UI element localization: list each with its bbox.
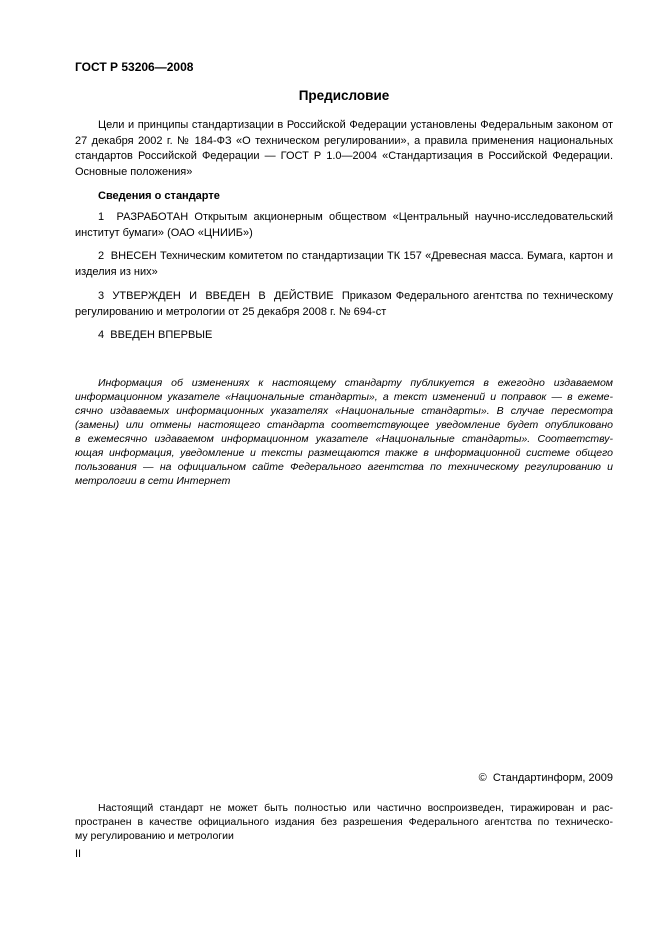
item-submitted <box>75 249 613 280</box>
text-line: Настоящий стандарт не может быть полностью или частично воспроизведен, тиражирован и рас- <box>98 802 613 814</box>
text-line: 2 ВНЕСЕН Техническим комитетом по стандартизации ТК 157 «Древесная масса. Бумага, картон и <box>98 250 613 262</box>
text-line: изделия из них» <box>75 265 158 278</box>
document-number: ГОСТ Р 53206—2008 <box>75 60 194 74</box>
changes-note <box>75 376 613 488</box>
text-line: Цели и принципы стандартизации в Российской Федерации установлены Федеральным законом от <box>98 119 613 131</box>
text-line: 4 ВВЕДЕН ВПЕРВЫЕ <box>98 329 213 341</box>
standard-info-heading: Сведения о стандарте <box>98 190 220 202</box>
item-first-introduced <box>75 328 613 344</box>
text-line: в ежемесячно издаваемом информационном указателе «Национальные стандарты». Соответству- <box>75 433 613 445</box>
text-line: 1 РАЗРАБОТАН Открытым акционерным обществом «Центральный научно-исследовательский <box>98 211 613 223</box>
intro-paragraph <box>75 118 613 180</box>
item-developed <box>75 210 613 241</box>
text-line: Основные положения» <box>75 165 193 178</box>
text-line: стандартов Российской Федерации — ГОСТ Р 1.0—2004 «Стандартизация в Российской Федерации. <box>75 150 613 162</box>
text-line: Информация об изменениях к настоящему стандарту публикуется в ежегодно издаваемом <box>98 377 613 389</box>
text-line: пространен в качестве официального издания без разрешения Федерального агентства по техническо- <box>75 816 613 828</box>
text-line: ющая информация, уведомление и тексты размещаются также в информационной системе общего <box>75 447 613 459</box>
text-line: 27 декабря 2002 г. № 184-ФЗ «О техническом регулировании», а правила применения национальных <box>75 134 613 147</box>
item-approved <box>75 289 613 320</box>
text-line: метрологии в сети Интернет <box>75 475 231 487</box>
page-title: Предисловие <box>298 88 390 103</box>
text-line: регулированию и метрологии от 25 декабря 2008 г. № 694-ст <box>75 305 387 318</box>
text-line: информационном указателе «Национальные стандарты», а текст изменений и поправок — в ежеме- <box>75 391 613 403</box>
text-line: сячно издаваемых информационных указателях «Национальные стандарты». В случае пересмотра <box>75 405 613 417</box>
page-number: II <box>75 848 82 860</box>
reproduction-restriction <box>75 801 613 843</box>
copyright-notice: © Стандартинформ, 2009 <box>478 772 613 784</box>
text-line: (замены) или отмены настоящего стандарта соответствующее уведомление будет опубликовано <box>75 419 613 431</box>
text-line: институт бумаги» (ОАО «ЦНИИБ») <box>75 226 253 239</box>
text-line: 3 УТВЕРЖДЕН И ВВЕДЕН В ДЕЙСТВИЕ Приказом Федерального агентства по техническому <box>98 290 613 302</box>
text-line: му регулированию и метрологии <box>75 830 234 842</box>
text-line: пользования — на официальном сайте Федерального агентства по техническому регулированию и <box>75 461 613 473</box>
